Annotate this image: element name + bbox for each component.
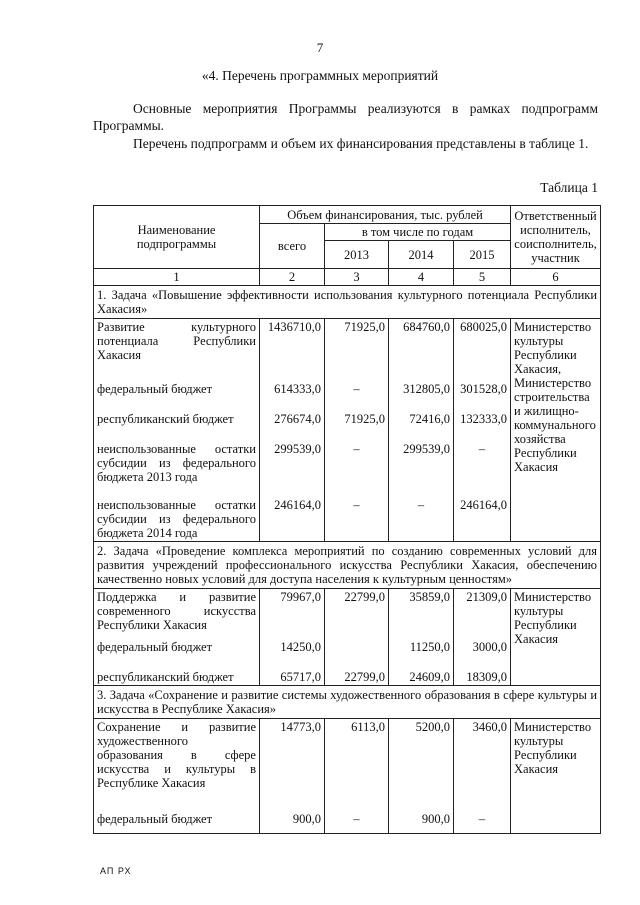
header-incl-years: в том числе по годам <box>325 224 511 241</box>
row-name: республиканский бюджет <box>97 412 234 426</box>
paragraph-table-ref: Перечень подпрограмм и объем их финансирования представлены в таблице 1. <box>133 136 589 151</box>
task-3-responsible: Министерство культуры Республики Хакасия <box>511 719 601 834</box>
cell-2014: 72416,0 <box>409 412 450 426</box>
funding-table <box>93 205 601 834</box>
row-name: федеральный бюджет <box>97 382 213 396</box>
cell-2014: 684760,0 <box>403 320 450 334</box>
cell-total: 299539,0 <box>274 442 321 456</box>
cell-2013: – <box>353 812 360 826</box>
cell-2013: 22799,0 <box>344 590 385 604</box>
cell-total: 614333,0 <box>274 382 321 396</box>
cell-2013: 71925,0 <box>344 320 385 334</box>
cell-2014: – <box>417 498 425 512</box>
page-number: 7 <box>316 40 324 55</box>
row-name: Сохранение и развитие художественного образования в сфере искусства и культуры в Республике Хакасия <box>97 720 256 790</box>
cell-2014: 24609,0 <box>409 670 450 684</box>
task-2-responsible: Министерство культуры Республики Хакасия <box>511 589 601 686</box>
y2015-cells <box>454 319 511 542</box>
cell-2015: – <box>478 812 486 826</box>
cell-2015: – <box>478 442 486 456</box>
y2015-cells <box>454 719 511 834</box>
row-name: республиканский бюджет <box>97 670 234 684</box>
header-2014: 2014 <box>389 241 454 269</box>
cell-2013: 71925,0 <box>344 412 385 426</box>
cell-2014: 299539,0 <box>403 442 450 456</box>
cell-2014: 11250,0 <box>409 640 450 654</box>
cell-total: 246164,0 <box>274 498 321 512</box>
cell-2015: 132333,0 <box>460 412 508 426</box>
cell-total: 79967,0 <box>280 590 321 604</box>
paragraph-intro: Основные мероприятия Программы реализуются в рамках подпрограмм Программы. <box>93 101 598 133</box>
task-1-title: 1. Задача «Повышение эффективности использования культурного потенциала Республики Хакасия» <box>94 286 601 319</box>
header-total: всего <box>260 224 325 269</box>
cell-2013: – <box>353 442 360 456</box>
cell-total: 65717,0 <box>280 670 321 684</box>
colnum: 3 <box>325 269 389 286</box>
total-cells <box>260 589 325 686</box>
cell-2013: – <box>353 498 360 512</box>
colnum: 1 <box>94 269 260 286</box>
cell-2015: 18309,0 <box>466 670 508 684</box>
row-name: Развитие культурного потенциала Республики Хакасия <box>97 320 256 362</box>
header-funding: Объем финансирования, тыс. рублей <box>260 206 511 224</box>
task-2-title: 2. Задача «Проведение комплекса мероприятий по созданию современных условий для развития учреждений профессионального искусства Республики Хакасия, обеспечению качественно новых условий для доступа населения к культурным ценностям» <box>94 542 601 589</box>
y2013-cells <box>325 589 389 686</box>
row-name: федеральный бюджет <box>97 640 213 654</box>
total-cells <box>260 319 325 542</box>
header-2013: 2013 <box>325 241 389 269</box>
cell-2015: 3460,0 <box>472 720 508 734</box>
cell-total: 276674,0 <box>274 412 321 426</box>
colnum: 4 <box>389 269 454 286</box>
cell-total: 14250,0 <box>280 640 321 654</box>
row-name: федеральный бюджет <box>97 812 213 826</box>
task-1-responsible: Министерство культуры Республики Хакасия, Министерство строительства и жилищно-коммунального хозяйства Республики Хакасия <box>511 319 601 542</box>
cell-2014: 35859,0 <box>409 590 450 604</box>
y2013-cells <box>325 719 389 834</box>
cell-2013 <box>328 640 385 670</box>
row-names <box>94 719 260 834</box>
row-name: неиспользованные остатки субсидии из федерального бюджета 2013 года <box>97 442 256 484</box>
cell-2015: 680025,0 <box>460 320 508 334</box>
row-names <box>94 589 260 686</box>
cell-2013: 22799,0 <box>344 670 385 684</box>
colnum: 5 <box>454 269 511 286</box>
cell-2015: 301528,0 <box>460 382 508 396</box>
footer-mark: АП РХ <box>100 866 132 876</box>
header-responsible: Ответственный исполнитель, соисполнитель, участник <box>511 206 601 269</box>
cell-total: 1436710,0 <box>267 320 321 334</box>
cell-2015: 246164,0 <box>460 498 508 512</box>
table-caption: Таблица 1 <box>540 180 598 195</box>
header-2015: 2015 <box>454 241 511 269</box>
y2014-cells <box>389 319 454 542</box>
cell-total: 14773,0 <box>280 720 321 734</box>
cell-total: 900,0 <box>292 812 321 826</box>
header-name: Наименование подпрограммы <box>94 206 260 269</box>
colnum: 2 <box>260 269 325 286</box>
y2014-cells <box>389 589 454 686</box>
y2014-cells <box>389 719 454 834</box>
row-names <box>94 319 260 542</box>
task-3-title: 3. Задача «Сохранение и развитие системы художественного образования в сфере культуры и искусства в Республике Хакасия» <box>94 686 601 719</box>
row-name: Поддержка и развитие современного искусства Республики Хакасия <box>97 590 256 632</box>
y2013-cells <box>325 319 389 542</box>
colnum: 6 <box>511 269 601 286</box>
section-title: «4. Перечень программных мероприятий <box>201 68 439 83</box>
cell-2014: 5200,0 <box>415 720 450 734</box>
cell-2014: 312805,0 <box>403 382 450 396</box>
cell-2014: 900,0 <box>421 812 450 826</box>
total-cells <box>260 719 325 834</box>
cell-2013: 6113,0 <box>351 720 385 734</box>
cell-2013: – <box>353 382 360 396</box>
row-name: неиспользованные остатки субсидии из федерального бюджета 2014 года <box>97 498 256 540</box>
cell-2015: 3000,0 <box>472 640 508 654</box>
cell-2015: 21309,0 <box>466 590 508 604</box>
y2015-cells <box>454 589 511 686</box>
